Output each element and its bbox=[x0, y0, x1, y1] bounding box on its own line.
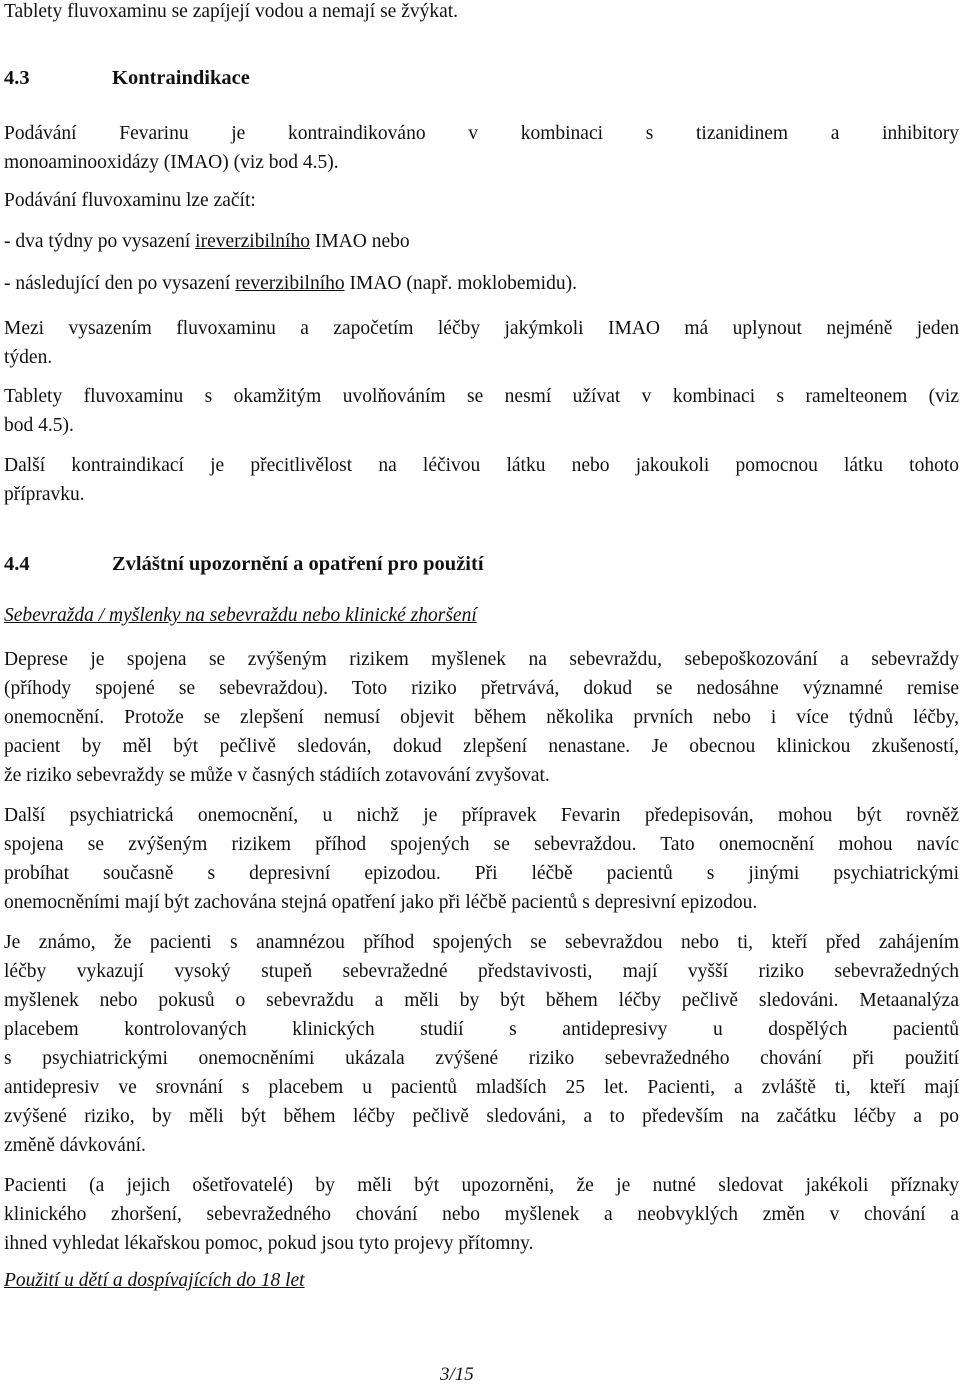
text-line: spojena se zvýšeným rizikem příhod spojených se sebevraždou. Tato onemocnění mohou navíc bbox=[4, 834, 959, 855]
text-line: antidepresiv ve srovnání s placebem u pacientů mladších 25 let. Pacienti, a zvláště ti, kteří mají bbox=[4, 1077, 959, 1098]
text-line: ihned vyhledat lékařskou pomoc, pokud jsou tyto projevy přítomny. bbox=[4, 1233, 534, 1254]
text-line: onemocnění. Protože se zlepšení nemusí objevit během několika prvních nebo i více týdnů léčby, bbox=[4, 707, 959, 728]
text-line: myšlenek nebo pokusů o sebevraždu a měli by být během léčby pečlivě sledováni. Metaanalýza bbox=[4, 990, 959, 1011]
text-line: placebem kontrolovaných klinických studií s antidepresivy u dospělých pacientů bbox=[4, 1019, 959, 1040]
text-line: Tablety fluvoxaminu s okamžitým uvolňováním se nesmí užívat v kombinaci s ramelteonem (viz bbox=[4, 386, 959, 407]
contraindication-paragraph-2: Podávání fluvoxaminu lze začít: bbox=[4, 190, 256, 211]
text-line: (příhody spojené se sebevraždou). Toto riziko přetrvává, dokud se nedosáhne významné remise bbox=[4, 678, 959, 699]
text-run: - následující den po vysazení bbox=[4, 273, 236, 294]
warning-paragraph-4 bbox=[4, 1171, 959, 1258]
text-line: Další kontraindikací je přecitlivělost na léčivou látku nebo jakoukoli pomocnou látku tohoto bbox=[4, 455, 959, 476]
section-number: 4.4 bbox=[4, 553, 30, 575]
text-line: Mezi vysazením fluvoxaminu a započetím léčby jakýmkoli IMAO má uplynout nejméně jeden bbox=[4, 318, 959, 339]
section-number: 4.3 bbox=[4, 67, 30, 89]
warning-paragraph-2 bbox=[4, 801, 959, 917]
text-line: klinického zhoršení, sebevražedného chování nebo myšlenek a neobvyklých změn v chování a bbox=[4, 1204, 959, 1225]
text-run: - dva týdny po vysazení bbox=[4, 231, 196, 252]
text-run: IMAO nebo bbox=[309, 231, 410, 252]
warning-paragraph-3 bbox=[4, 928, 959, 1160]
text-line: změně dávkování. bbox=[4, 1135, 146, 1156]
text-line: Další psychiatrická onemocnění, u nichž je přípravek Fevarin předepisován, mohou být rovněž bbox=[4, 805, 959, 826]
bullet-item-2 bbox=[4, 273, 577, 295]
text-line: pacient by měl být pečlivě sledován, dokud zlepšení nenastane. Je obecnou klinickou zkušeností, bbox=[4, 736, 959, 757]
text-line: bod 4.5). bbox=[4, 415, 74, 436]
text-line: léčby vykazují vysoký stupeň sebevražedné představivosti, mají vyšší riziko sebevražedných bbox=[4, 961, 959, 982]
subheading-children: Použití u dětí a dospívajících do 18 let bbox=[4, 1270, 305, 1291]
text-line: probíhat současně s depresivní epizodou. Při léčbě pacientů s jinými psychiatrickými bbox=[4, 863, 959, 884]
text-line: přípravku. bbox=[4, 484, 85, 505]
contraindication-paragraph-1 bbox=[4, 119, 959, 177]
contraindication-paragraph-4 bbox=[4, 382, 959, 440]
text-run: IMAO (např. moklobemidu). bbox=[344, 273, 577, 294]
text-line: s psychiatrickými onemocněními ukázala zvýšené riziko sebevražedného chování při použití bbox=[4, 1048, 959, 1069]
intro-line: Tablety fluvoxaminu se zapíjejí vodou a nemají se žvýkat. bbox=[4, 1, 459, 22]
subheading-suicide: Sebevražda / myšlenky na sebevraždu nebo klinické zhoršení bbox=[4, 605, 477, 626]
text-line: Deprese je spojena se zvýšeným rizikem myšlenek na sebevraždu, sebepoškozování a sebevraždy bbox=[4, 649, 959, 670]
text-line: monoaminooxidázy (IMAO) (viz bod 4.5). bbox=[4, 152, 339, 173]
section-4-3-heading bbox=[4, 67, 250, 90]
section-4-4-heading bbox=[4, 553, 484, 576]
underlined-text: ireverzibilního bbox=[195, 231, 310, 252]
underlined-text: reverzibilního bbox=[235, 273, 345, 294]
contraindication-paragraph-3 bbox=[4, 314, 959, 372]
section-title: Kontraindikace bbox=[112, 67, 250, 89]
contraindication-paragraph-5 bbox=[4, 451, 959, 509]
text-line: Pacienti (a jejich ošetřovatelé) by měli být upozorněni, že je nutné sledovat jakékoli příznaky bbox=[4, 1175, 959, 1196]
bullet-item-1 bbox=[4, 231, 410, 253]
text-line: onemocněními mají být zachována stejná opatření jako při léčbě pacientů s depresivní epizodou. bbox=[4, 892, 758, 913]
text-line: Podávání Fevarinu je kontraindikováno v kombinaci s tizanidinem a inhibitory bbox=[4, 123, 959, 144]
page-number: 3/15 bbox=[440, 1364, 474, 1385]
text-line: že riziko sebevraždy se může v časných stádiích zotavování zvyšovat. bbox=[4, 765, 550, 786]
warning-paragraph-1 bbox=[4, 645, 959, 790]
text-line: Je známo, že pacienti s anamnézou příhod spojených se sebevraždou nebo ti, kteří před zahájením bbox=[4, 932, 959, 953]
text-line: týden. bbox=[4, 347, 53, 368]
section-title: Zvláštní upozornění a opatření pro použití bbox=[112, 553, 484, 575]
text-line: zvýšené riziko, by měli být během léčby pečlivě sledováni, a to především na začátku léčby a po bbox=[4, 1106, 959, 1127]
